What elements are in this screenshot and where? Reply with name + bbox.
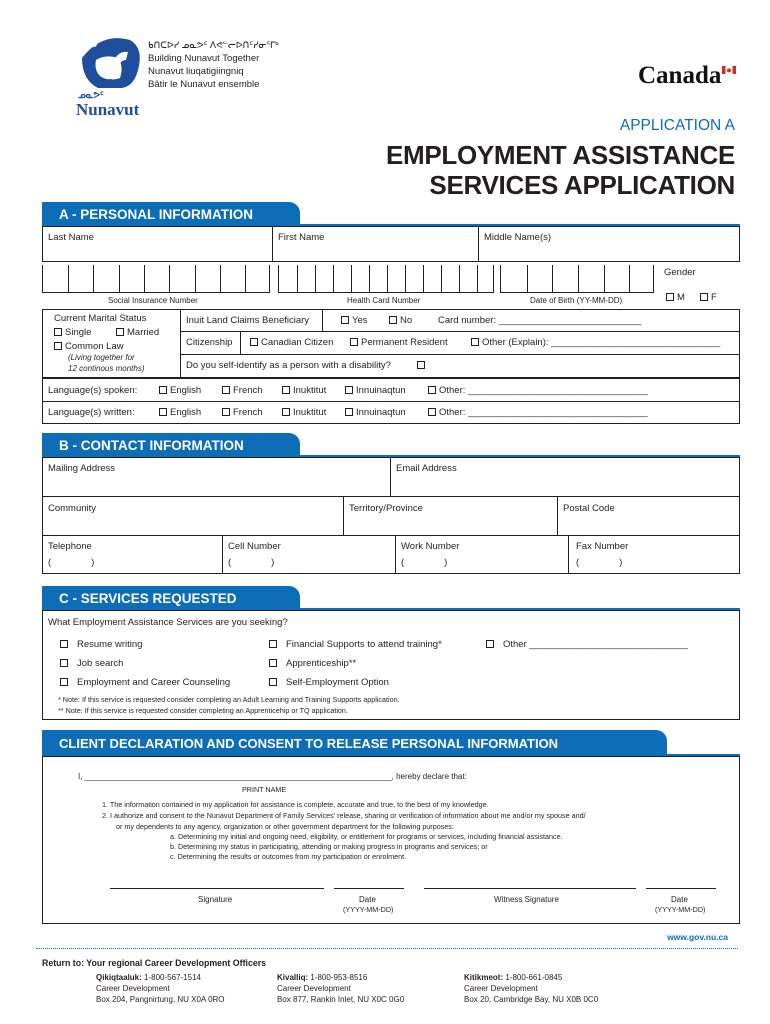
paren-close: ): [619, 557, 623, 568]
single-checkbox[interactable]: [54, 328, 62, 336]
spoken-inuktitut-label: Inuktitut: [293, 385, 327, 396]
resume-writing-option[interactable]: [60, 639, 142, 650]
written-innuinaqtun-option[interactable]: [345, 407, 406, 418]
financial-supports-checkbox[interactable]: [269, 640, 277, 648]
divider: [42, 496, 740, 497]
office-dept: Career Development: [96, 984, 170, 993]
office-phone: 1-800-661-0845: [505, 973, 563, 982]
gender-m-label: M: [677, 292, 685, 303]
written-other-option[interactable]: [428, 407, 648, 418]
office-region: Qikiqtaaluk:: [96, 973, 142, 982]
gender-m-option[interactable]: [666, 292, 685, 303]
paren-open: (: [228, 557, 232, 568]
employment-counseling-label: Employment and Career Counseling: [77, 677, 231, 688]
office-region: Kivalliq:: [277, 973, 309, 982]
spoken-other-checkbox[interactable]: [428, 386, 436, 394]
spoken-french-checkbox[interactable]: [222, 386, 230, 394]
employment-counseling-option[interactable]: [60, 677, 230, 688]
application-code: APPLICATION A: [619, 117, 735, 134]
ilc-no-label: No: [400, 315, 413, 326]
married-option[interactable]: [116, 327, 159, 338]
disability-checkbox[interactable]: [417, 361, 425, 369]
office-address: Box 20, Cambridge Bay, NU X0B 0C0: [464, 995, 599, 1004]
permanent-resident-label: Permanent Resident: [361, 337, 448, 348]
spoken-other-label: Other: __________________________________: [439, 385, 648, 396]
written-other-label: Other: __________________________________: [439, 407, 648, 418]
fax-number-label: Fax Number: [576, 541, 629, 552]
ilc-beneficiary-label: Inuit Land Claims Beneficiary: [186, 315, 310, 326]
spoken-inuktitut-option[interactable]: [282, 385, 326, 396]
canada-flag-icon: [722, 66, 736, 74]
nunavut-logo: [72, 30, 302, 120]
ilc-yes-option[interactable]: [341, 315, 368, 326]
canada-text: Canada: [638, 62, 722, 89]
resume-writing-label: Resume writing: [77, 639, 143, 650]
job-search-checkbox[interactable]: [60, 659, 68, 667]
office-kitikmeot: [464, 972, 598, 1005]
postal-code-field[interactable]: [558, 515, 739, 534]
declaration-tab: CLIENT DECLARATION AND CONSENT TO RELEASE PERSONAL INFORMATION: [42, 730, 667, 756]
written-other-checkbox[interactable]: [428, 408, 436, 416]
employment-counseling-checkbox[interactable]: [60, 678, 68, 686]
territory-province-field[interactable]: [344, 515, 556, 534]
written-english-option[interactable]: [159, 407, 201, 418]
office-dept: Career Development: [464, 984, 538, 993]
first-name-label: First Name: [278, 232, 325, 243]
print-name-label: PRINT NAME: [242, 785, 287, 794]
canadian-citizen-label: Canadian Citizen: [261, 337, 334, 348]
health-card-label: Health Card Number: [347, 296, 421, 305]
services-other-checkbox[interactable]: [486, 640, 494, 648]
spoken-english-option[interactable]: [159, 385, 201, 396]
written-innuinaqtun-label: Innuinaqtun: [356, 407, 406, 418]
written-english-checkbox[interactable]: [159, 408, 167, 416]
signature-date-line[interactable]: [334, 888, 404, 889]
ilc-no-option[interactable]: [389, 315, 412, 326]
permanent-resident-checkbox[interactable]: [350, 338, 358, 346]
paren-close: ): [91, 557, 95, 568]
office-address: Box 204, Pangnirtung, NU X0A 0RO: [96, 995, 225, 1004]
witness-date-label: Date: [671, 895, 688, 904]
office-address: Box 877, Rankin Inlet, NU X0C 0G0: [277, 995, 405, 1004]
website-link[interactable]: www.gov.nu.ca: [667, 932, 728, 942]
citizenship-other-checkbox[interactable]: [471, 338, 479, 346]
disability-question: Do you self-identify as a person with a disability?: [186, 360, 391, 371]
telephone-label: Telephone: [48, 541, 92, 552]
languages-spoken-label: Language(s) spoken:: [48, 385, 138, 396]
resume-writing-checkbox[interactable]: [60, 640, 68, 648]
apprenticeship-option[interactable]: [269, 658, 356, 669]
divider: [568, 535, 569, 574]
cell-number-label: Cell Number: [228, 541, 281, 552]
divider: [180, 309, 181, 378]
gender-label: Gender: [664, 267, 696, 278]
single-option[interactable]: [54, 327, 91, 338]
section-b-tab: B - CONTACT INFORMATION: [42, 433, 300, 457]
divider: [222, 535, 223, 574]
office-phone: 1-800-567-1514: [144, 973, 201, 982]
apprenticeship-checkbox[interactable]: [269, 659, 277, 667]
section-a-tab: A - PERSONAL INFORMATION: [42, 202, 300, 226]
divider: [42, 535, 740, 536]
health-card-field[interactable]: [278, 265, 494, 293]
logo-tagline-en: Building Nunavut Together: [148, 53, 260, 64]
declaration-item-1: 1. The information contained in my application for assistance is complete, accurate and true, to the best of my knowledge.: [102, 800, 489, 809]
paren-open: (: [401, 557, 405, 568]
first-name-field[interactable]: [273, 238, 477, 261]
declaration-item-a: a. Determining my initial and ongoing need, eligibility, or entitlement for programs or services, including financial assistance.: [170, 832, 563, 841]
spoken-french-option[interactable]: [222, 385, 263, 396]
community-field[interactable]: [43, 515, 342, 534]
middle-names-field[interactable]: [479, 238, 739, 261]
logo-tagline-iu: Nunavut liuqatigiingniq: [148, 66, 244, 77]
canadian-citizen-checkbox[interactable]: [250, 338, 258, 346]
services-other-option[interactable]: [486, 639, 688, 650]
job-search-label: Job search: [77, 658, 124, 669]
section-c-tab: C - SERVICES REQUESTED: [42, 586, 300, 610]
divider: [42, 401, 740, 402]
paren-open: (: [576, 557, 580, 568]
spoken-other-option[interactable]: [428, 385, 648, 396]
gender-f-checkbox[interactable]: [700, 293, 708, 301]
spoken-english-checkbox[interactable]: [159, 386, 167, 394]
paren-open: (: [48, 557, 52, 568]
services-note-1: * Note: If this service is requested consider completing an Adult Learning and Training Supports application.: [58, 695, 400, 704]
ilc-no-checkbox[interactable]: [389, 316, 397, 324]
ilc-yes-label: Yes: [352, 315, 368, 326]
return-to-label: Return to: Your regional Career Development Officers: [42, 958, 267, 968]
logo-syllabics2-text: ᓄᓇᕗᑦ: [78, 90, 104, 100]
married-label: Married: [127, 327, 160, 338]
witness-signature-label: Witness Signature: [494, 895, 559, 904]
logo-tagline-fr: Bâtir le Nunavut ensemble: [148, 79, 260, 90]
card-number-field[interactable]: Card number: ___________________________: [438, 315, 642, 326]
self-employment-checkbox[interactable]: [269, 678, 277, 686]
common-law-label: Common Law: [65, 341, 124, 352]
last-name-label: Last Name: [48, 232, 94, 243]
divider: [322, 309, 323, 331]
sin-field[interactable]: [42, 265, 270, 293]
fax-number-field[interactable]: [576, 557, 736, 568]
witness-signature-line[interactable]: [424, 888, 636, 889]
postal-code-label: Postal Code: [563, 503, 615, 514]
sin-label: Social Insurance Number: [108, 296, 198, 305]
spoken-innuinaqtun-label: Innuinaqtun: [356, 385, 406, 396]
dob-field[interactable]: [500, 265, 654, 293]
page-title-line1: EMPLOYMENT ASSISTANCE: [385, 140, 735, 170]
written-english-label: English: [170, 407, 202, 418]
page-title-line2: SERVICES APPLICATION: [429, 170, 735, 200]
spoken-innuinaqtun-option[interactable]: [345, 385, 406, 396]
self-employment-option[interactable]: [269, 677, 389, 688]
services-other-label: Other ______________________________: [503, 639, 688, 650]
declaration-item-2a: 2. I authorize and consent to the Nunavut Department of Family Services' release, sharing or verification of information about me and/or my spouse and/: [102, 811, 586, 820]
dob-label: Date of Birth (YY-MM-DD): [530, 296, 623, 305]
spoken-inuktitut-checkbox[interactable]: [282, 386, 290, 394]
office-qikiqtaaluk: [96, 972, 225, 1005]
signature-label: Signature: [198, 895, 233, 904]
financial-supports-label: Financial Supports to attend training*: [286, 639, 442, 650]
work-number-label: Work Number: [401, 541, 460, 552]
witness-date-line[interactable]: [646, 888, 716, 889]
written-inuktitut-option[interactable]: [282, 407, 326, 418]
witness-date-format: (YYYY-MM-DD): [655, 905, 706, 914]
single-label: Single: [65, 327, 92, 338]
canadian-citizen-option[interactable]: [250, 337, 333, 348]
citizenship-label: Citizenship: [186, 337, 233, 348]
signature-date-label: Date: [359, 895, 376, 904]
divider: [395, 535, 396, 574]
written-french-option[interactable]: [222, 407, 263, 418]
divider: [180, 331, 740, 332]
paren-close: ): [271, 557, 275, 568]
citizenship-other-label: Other (Explain): ________________________________: [482, 337, 721, 348]
written-inuktitut-checkbox[interactable]: [282, 408, 290, 416]
declaration-item-c: c. Determining the results or outcomes from my participation or enrolment.: [170, 852, 407, 861]
divider: [180, 354, 740, 355]
territory-province-label: Territory/Province: [349, 503, 423, 514]
job-search-option[interactable]: [60, 658, 123, 669]
common-law-note-2: 12 continous months): [68, 364, 145, 373]
email-address-label: Email Address: [396, 463, 457, 474]
common-law-note-1: (Living together for: [68, 353, 135, 362]
written-inuktitut-label: Inuktitut: [293, 407, 327, 418]
spoken-english-label: English: [170, 385, 202, 396]
declaration-item-b: b. Determining my status in participating, attending or making progress in programs and services; or: [170, 842, 488, 851]
middle-names-label: Middle Name(s): [484, 232, 552, 243]
office-kivalliq: [277, 972, 404, 1005]
email-address-field[interactable]: [391, 476, 739, 495]
spoken-innuinaqtun-checkbox[interactable]: [345, 386, 353, 394]
declaration-item-2b: or my dependents to any agency, organization or other government department for the following purposes:: [116, 822, 454, 831]
written-innuinaqtun-checkbox[interactable]: [345, 408, 353, 416]
signature-line[interactable]: [110, 888, 324, 889]
gender-f-option[interactable]: [700, 292, 717, 303]
logo-syllabics-text: ᑲᑎᑕᐅᓯ ᓄᓇᕗᑦ ᐱᕙᓪᓕᐅᑎᑦᓯᓂᕐᒥᒃ: [148, 40, 279, 50]
canada-wordmark: [638, 62, 738, 92]
citizenship-other-option[interactable]: [471, 337, 720, 348]
languages-written-label: Language(s) written:: [48, 407, 135, 418]
spoken-french-label: French: [233, 385, 263, 396]
community-label: Community: [48, 503, 97, 514]
ilc-yes-checkbox[interactable]: [341, 316, 349, 324]
services-question: What Employment Assistance Services are you seeking?: [48, 617, 288, 628]
gender-m-checkbox[interactable]: [666, 293, 674, 301]
office-phone: 1-800-953-8516: [310, 973, 368, 982]
financial-supports-option[interactable]: [269, 639, 442, 650]
written-french-checkbox[interactable]: [222, 408, 230, 416]
common-law-checkbox[interactable]: [54, 342, 62, 350]
permanent-resident-option[interactable]: [350, 337, 448, 348]
telephone-field[interactable]: [48, 557, 218, 568]
declaration-print-name-line[interactable]: I, _____________________________________________________________________, hereby declare that:: [78, 772, 467, 781]
office-dept: Career Development: [277, 984, 351, 993]
married-checkbox[interactable]: [116, 328, 124, 336]
last-name-field[interactable]: [43, 238, 271, 261]
footer-rule: [36, 948, 738, 950]
logo-wordmark: Nunavut: [76, 100, 140, 119]
common-law-option[interactable]: [54, 341, 124, 352]
work-number-field[interactable]: [401, 557, 561, 568]
apprenticeship-label: Apprenticeship**: [286, 658, 357, 669]
mailing-address-field[interactable]: [43, 476, 389, 495]
marital-status-label: Current Marital Status: [54, 313, 147, 324]
gender-f-label: F: [711, 292, 717, 303]
divider: [240, 331, 241, 354]
paren-close: ): [444, 557, 448, 568]
mailing-address-label: Mailing Address: [48, 463, 116, 474]
written-french-label: French: [233, 407, 263, 418]
signature-date-format: (YYYY-MM-DD): [343, 905, 394, 914]
cell-number-field[interactable]: [228, 557, 388, 568]
services-note-2: ** Note: If this service is requested consider completing an Apprenticehip or TQ application.: [58, 706, 348, 715]
self-employment-label: Self-Employment Option: [286, 677, 389, 688]
office-region: Kitikmeot:: [464, 973, 504, 982]
